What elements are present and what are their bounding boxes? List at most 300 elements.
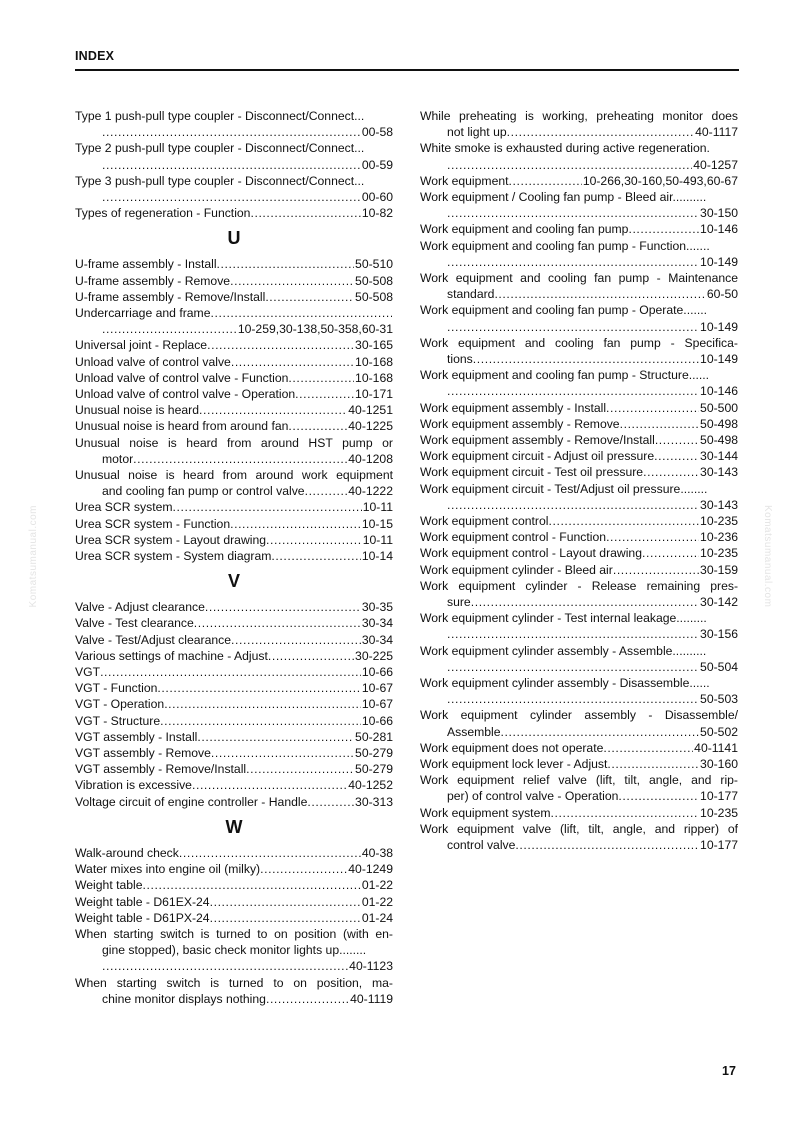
index-entry — [75, 108, 393, 140]
section-letter-heading: U — [227, 228, 241, 249]
index-page-reference: 10-266,30-160,50-493,60-67 — [582, 173, 738, 188]
index-entry — [420, 481, 738, 513]
index-entry-line — [420, 594, 738, 610]
index-entry-label: not light up — [447, 125, 507, 140]
index-page-reference: 10-66 — [361, 665, 393, 680]
dot-leader — [207, 337, 354, 353]
index-entry — [75, 777, 393, 793]
index-entry — [75, 696, 393, 712]
index-entry-line — [75, 777, 393, 793]
index-entry-line — [420, 643, 738, 659]
index-entry-label: Unusual noise is heard — [75, 403, 199, 418]
index-page-reference: 10-146 — [700, 384, 738, 399]
index-entry-label: Unload valve of control valve — [75, 354, 231, 369]
index-entry — [75, 648, 393, 664]
index-page-reference: 40-1249 — [348, 862, 393, 877]
index-entry-label: standard — [447, 287, 495, 302]
index-entry-line — [75, 173, 393, 189]
index-entry-line — [75, 713, 393, 729]
dot-leader — [194, 615, 361, 631]
index-entry — [75, 877, 393, 893]
dot-leader — [507, 124, 694, 140]
index-page-reference: 10-15 — [361, 516, 393, 531]
index-page-reference: 40-1119 — [350, 991, 393, 1006]
index-page-reference: 30-34 — [361, 632, 393, 647]
dot-leader — [265, 289, 354, 305]
index-entry — [75, 910, 393, 926]
index-entry-line — [420, 205, 738, 221]
index-entry-line — [75, 696, 393, 712]
dot-leader — [447, 626, 699, 642]
index-entry-label: motor — [102, 451, 134, 466]
index-entry-label: Work equipment cylinder - Bleed air — [420, 562, 613, 577]
index-entry-label: Work equipment circuit - Adjust oil pressure — [420, 449, 655, 464]
index-page-reference: 10-149 — [700, 254, 738, 269]
index-page-reference: 10-235 — [700, 514, 738, 529]
index-entry-line — [420, 805, 738, 821]
index-entry-line — [75, 991, 393, 1007]
index-entry-line: Work equipment cylinder assembly - Disassemble/ — [420, 708, 738, 723]
index-page-reference: 50-503 — [700, 692, 738, 707]
index-entry-line — [75, 108, 393, 124]
index-entry-label: VGT — [75, 665, 101, 680]
index-entry-line — [75, 548, 393, 564]
index-page-reference: 50-508 — [355, 289, 393, 304]
dot-leader — [102, 124, 361, 140]
index-column-right — [420, 108, 738, 853]
index-entry-line — [420, 464, 738, 480]
index-entry-line — [75, 958, 393, 974]
index-entry — [75, 273, 393, 289]
index-entry-line — [75, 745, 393, 761]
index-entry-line — [75, 680, 393, 696]
index-entry — [75, 664, 393, 680]
index-entry-line — [75, 305, 393, 321]
index-entry-line — [420, 626, 738, 642]
dot-leader — [246, 761, 354, 777]
index-entry-line — [75, 205, 393, 221]
index-entry — [75, 894, 393, 910]
dot-leader — [295, 386, 354, 402]
index-entry — [75, 173, 393, 205]
index-entry-line — [75, 729, 393, 745]
index-entry-line — [75, 354, 393, 370]
index-entry-line — [75, 386, 393, 402]
index-entry — [420, 400, 738, 416]
index-entry — [420, 173, 738, 189]
index-entry-label: Weight table - D61EX-24 — [75, 894, 210, 909]
index-entry-line — [420, 788, 738, 804]
index-page-reference: 50-279 — [355, 746, 393, 761]
index-page-reference: 30-160 — [700, 757, 738, 772]
dot-leader — [102, 157, 361, 173]
dot-leader — [447, 497, 699, 513]
section-letter-heading: W — [225, 816, 243, 837]
index-entry-line — [75, 942, 393, 958]
index-page-reference: 10-177 — [700, 789, 738, 804]
index-entry-line — [75, 140, 393, 156]
index-entry-line — [75, 532, 393, 548]
index-entry-line — [420, 140, 738, 156]
index-entry-line — [420, 545, 738, 561]
index-entry — [420, 821, 738, 853]
index-entry-line: Work equipment cylinder - Release remaining pres- — [420, 578, 738, 593]
index-page-reference: 50-500 — [700, 400, 738, 415]
index-entry — [420, 416, 738, 432]
index-entry-label: Walk-around check — [75, 845, 179, 860]
index-entry — [75, 632, 393, 648]
index-page-reference: 10-66 — [361, 713, 393, 728]
index-entry-line — [420, 367, 738, 383]
index-entry-line — [75, 761, 393, 777]
index-entry-line: Work equipment and cooling fan pump - Specifica- — [420, 335, 738, 350]
index-entry-label: VGT assembly - Remove/Install — [75, 762, 247, 777]
index-page-reference: 40-1252 — [348, 778, 393, 793]
index-entry — [420, 529, 738, 545]
dot-leader — [268, 648, 354, 664]
index-page-reference: 40-1222 — [348, 484, 393, 499]
index-entry-label: Work equipment assembly - Remove/Install — [420, 433, 655, 448]
index-page-reference: 10-235 — [700, 546, 738, 561]
index-entry-line — [420, 529, 738, 545]
index-entry-label: Work equipment — [420, 173, 509, 188]
index-entry-line — [420, 497, 738, 513]
index-entry-line — [75, 910, 393, 926]
dot-leader — [307, 794, 354, 810]
index-entry-line — [75, 157, 393, 173]
index-entry-label: U-frame assembly - Remove/Install — [75, 289, 266, 304]
index-page-reference: 40-1251 — [348, 403, 393, 418]
index-entry-line — [75, 321, 393, 337]
index-entry-label: Urea SCR system - Function — [75, 516, 231, 531]
index-entry — [420, 675, 738, 707]
index-entry — [75, 467, 393, 499]
index-entry — [420, 238, 738, 270]
index-entry — [75, 532, 393, 548]
index-entry-label: sure — [447, 595, 471, 610]
index-entry-label: Unload valve of control valve - Operation — [75, 387, 296, 402]
dot-leader — [205, 599, 361, 615]
dot-leader — [143, 877, 361, 893]
index-page-reference: 01-24 — [361, 910, 393, 925]
index-entry — [75, 205, 393, 221]
index-entry — [420, 545, 738, 561]
index-entry-line — [420, 659, 738, 675]
index-entry — [75, 370, 393, 386]
index-entry-label: Valve - Test clearance — [75, 616, 194, 631]
index-page-reference: 30-142 — [700, 595, 738, 610]
index-entry-line — [75, 337, 393, 353]
index-entry-label: Work equipment cylinder - Test internal leakage......... — [420, 611, 707, 626]
dot-leader — [620, 416, 699, 432]
index-entry-line — [420, 416, 738, 432]
index-page-reference: 10-236 — [700, 530, 738, 545]
dot-leader — [250, 205, 360, 221]
index-entry — [75, 745, 393, 761]
index-entry-label: Vibration is excessive — [75, 778, 192, 793]
index-page-reference: 50-504 — [700, 659, 738, 674]
index-entry-line: When starting switch is turned to on position, ma- — [75, 975, 393, 990]
index-entry-label: control valve — [447, 838, 516, 853]
index-page-reference: 10-177 — [700, 838, 738, 853]
index-page-reference: 30-313 — [355, 794, 393, 809]
index-entry-label: per) of control valve - Operation — [447, 789, 619, 804]
index-entry — [420, 707, 738, 739]
index-entry-line — [75, 599, 393, 615]
index-entry-line — [420, 562, 738, 578]
dot-leader — [654, 448, 699, 464]
index-entry-line — [75, 370, 393, 386]
index-entry — [75, 761, 393, 777]
index-entry-line — [75, 451, 393, 467]
index-page-reference: 50-508 — [355, 273, 393, 288]
dot-leader — [217, 256, 355, 272]
index-entry — [420, 367, 738, 399]
index-entry-label: U-frame assembly - Remove — [75, 273, 231, 288]
index-entry-label: Assemble — [447, 724, 501, 739]
index-entry — [75, 680, 393, 696]
dot-leader — [173, 499, 362, 515]
index-page-reference — [392, 305, 393, 321]
index-entry — [420, 756, 738, 772]
index-entry — [75, 926, 393, 975]
index-entry — [420, 448, 738, 464]
dot-leader — [515, 837, 699, 853]
index-entry-label: Unload valve of control valve - Function — [75, 370, 289, 385]
index-entry — [75, 337, 393, 353]
index-page-reference: 30-159 — [700, 562, 738, 577]
index-entry — [420, 610, 738, 642]
index-entry-label: VGT assembly - Install — [75, 729, 198, 744]
index-entry-line: Work equipment valve (lift, tilt, angle, and ripper) of — [420, 821, 738, 836]
index-entry-line — [420, 756, 738, 772]
index-entry-line — [420, 238, 738, 254]
index-entry-line — [75, 289, 393, 305]
index-entry-line — [420, 740, 738, 756]
index-entry-label: Work equipment and cooling fan pump - Structure...... — [420, 368, 710, 383]
index-entry-line — [420, 351, 738, 367]
dot-leader — [494, 286, 705, 302]
index-entry-line: Unusual noise is heard from around work equipment — [75, 468, 393, 483]
index-entry-line — [75, 516, 393, 532]
index-entry-label: tions — [447, 352, 473, 366]
index-entry-label: Work equipment assembly - Install — [420, 400, 607, 415]
index-entry — [420, 302, 738, 334]
index-entry-label: Unusual noise is heard from around fan — [75, 419, 289, 434]
index-page-reference: 30-165 — [355, 338, 393, 353]
dot-leader — [447, 659, 699, 675]
index-entry-line — [75, 794, 393, 810]
header-rule — [75, 69, 739, 71]
dot-leader — [102, 189, 361, 205]
index-entry — [420, 772, 738, 804]
index-page-reference: 10-168 — [355, 370, 393, 385]
dot-leader — [613, 562, 699, 578]
index-entry-label: Work equipment system — [420, 805, 551, 820]
index-entry-label: Work equipment circuit - Test oil pressure — [420, 465, 644, 480]
index-page-reference: 00-59 — [361, 157, 393, 172]
dot-leader — [260, 861, 347, 877]
index-entry-line — [420, 837, 738, 853]
index-page-reference: 40-1123 — [349, 959, 393, 974]
index-entry — [75, 599, 393, 615]
index-entry-line — [75, 894, 393, 910]
index-entry-line — [75, 861, 393, 877]
index-entry-line — [420, 691, 738, 707]
index-entry — [75, 256, 393, 272]
dot-leader — [305, 483, 348, 499]
index-entry-line — [420, 221, 738, 237]
index-page-reference: 30-150 — [700, 206, 738, 221]
index-entry — [75, 435, 393, 467]
index-entry-label: Type 3 push-pull type coupler - Disconnect/Connect... — [75, 173, 365, 188]
index-page-reference: 30-34 — [361, 616, 393, 631]
index-entry-label: Work equipment control - Layout drawing — [420, 546, 642, 561]
index-entry — [420, 805, 738, 821]
index-page-reference: 01-22 — [361, 878, 393, 893]
index-entry-label: Work equipment cylinder assembly - Disassemble...... — [420, 676, 710, 691]
index-page-reference: 10-14 — [361, 549, 393, 564]
dot-leader — [266, 991, 349, 1007]
dot-leader — [164, 696, 361, 712]
index-entry-label: Type 1 push-pull type coupler - Disconnect/Connect... — [75, 109, 365, 123]
index-entry-line — [75, 402, 393, 418]
index-page-reference: 10-67 — [361, 681, 393, 696]
dot-leader — [199, 402, 347, 418]
index-entry-label: Valve - Test/Adjust clearance — [75, 632, 232, 647]
index-entry — [75, 975, 393, 1007]
index-page-reference: 50-498 — [700, 416, 738, 431]
index-entry-line — [75, 648, 393, 664]
index-entry-line — [420, 400, 738, 416]
index-entry-label: Valve - Adjust clearance — [75, 600, 205, 615]
index-entry — [75, 418, 393, 434]
dot-leader — [100, 664, 361, 680]
dot-leader — [160, 713, 361, 729]
index-entry — [420, 740, 738, 756]
page-number: 17 — [722, 1064, 736, 1078]
index-page-reference: 60-50 — [706, 287, 738, 302]
index-entry — [75, 305, 393, 337]
index-entry — [75, 402, 393, 418]
index-entry-label: Various settings of machine - Adjust — [75, 648, 268, 663]
index-page-reference: 40-1257 — [693, 157, 738, 172]
index-entry-line — [75, 273, 393, 289]
index-entry-label: White smoke is exhausted during active regeneration. — [420, 141, 710, 156]
watermark-right: Komatsumanual.com — [762, 505, 773, 608]
index-page-reference: 10-235 — [700, 805, 738, 820]
index-entry — [75, 548, 393, 564]
index-entry-label: and cooling fan pump or control valve — [102, 484, 305, 499]
dot-leader — [210, 910, 361, 926]
index-entry — [75, 516, 393, 532]
index-page-reference: 50-498 — [700, 433, 738, 448]
index-entry-label: Work equipment control - Function — [420, 530, 607, 545]
index-page-reference: 10-11 — [362, 500, 393, 515]
index-entry-line — [75, 664, 393, 680]
index-entry-label: Work equipment circuit - Test/Adjust oil pressure........ — [420, 481, 708, 496]
dot-leader — [606, 529, 699, 545]
index-entry-line — [420, 302, 738, 318]
index-entry-line — [75, 877, 393, 893]
index-page-reference: 10-149 — [700, 352, 738, 366]
index-entry-label: Voltage circuit of engine controller - Handle — [75, 794, 308, 809]
dot-leader — [509, 173, 582, 189]
index-entry — [75, 861, 393, 877]
index-entry-label: chine monitor displays nothing — [102, 991, 266, 1006]
dot-leader — [179, 845, 361, 861]
dot-leader — [211, 305, 393, 321]
dot-leader — [133, 451, 347, 467]
index-entry-label: Types of regeneration - Function — [75, 206, 251, 221]
index-page-reference: 30-143 — [700, 465, 738, 480]
index-entry-label: Work equipment lock lever - Adjust — [420, 757, 608, 772]
dot-leader — [447, 254, 699, 270]
index-entry-line — [75, 124, 393, 140]
index-entry-line — [75, 189, 393, 205]
dot-leader — [447, 691, 699, 707]
index-entry — [420, 578, 738, 610]
index-entry-label: Work equipment does not operate — [420, 740, 604, 755]
index-entry-line — [75, 256, 393, 272]
index-entry — [420, 464, 738, 480]
index-page-reference: 01-22 — [361, 894, 393, 909]
index-entry-label: Work equipment / Cooling fan pump - Bleed air.......... — [420, 190, 707, 204]
index-page-reference: 40-38 — [361, 845, 393, 860]
dot-leader — [447, 205, 699, 221]
index-page-reference: 50-510 — [355, 257, 393, 272]
index-entry — [420, 108, 738, 140]
index-entry — [75, 713, 393, 729]
index-entry-label: Urea SCR system - Layout drawing — [75, 532, 267, 547]
dot-leader — [473, 351, 699, 367]
dot-leader — [288, 418, 347, 434]
index-entry — [75, 794, 393, 810]
index-entry-line — [420, 189, 738, 205]
index-page-reference: 10-149 — [700, 319, 738, 334]
dot-leader — [157, 680, 360, 696]
index-page-reference: 40-1141 — [694, 740, 738, 755]
index-entry-line — [420, 173, 738, 189]
index-entry-label: Work equipment and cooling fan pump — [420, 222, 629, 237]
index-entry-label: Work equipment and cooling fan pump - Function....... — [420, 238, 710, 253]
dot-leader — [606, 400, 699, 416]
dot-leader — [501, 724, 700, 740]
index-entry-label: Undercarriage and frame — [75, 306, 211, 321]
index-entry-line — [75, 615, 393, 631]
index-entry-label: Universal joint - Replace — [75, 338, 208, 353]
dot-leader — [211, 745, 354, 761]
index-entry-line — [420, 432, 738, 448]
index-entry-line — [420, 448, 738, 464]
index-entry-label: Urea SCR system - System diagram — [75, 549, 272, 564]
index-entry — [420, 432, 738, 448]
index-page-reference: 10-67 — [361, 697, 393, 712]
index-page-reference: 50-502 — [700, 724, 738, 739]
dot-leader — [447, 383, 699, 399]
index-entry — [75, 729, 393, 745]
index-entry — [75, 289, 393, 305]
index-entry-line: Work equipment relief valve (lift, tilt, angle, and rip- — [420, 773, 738, 788]
dot-leader — [231, 632, 361, 648]
index-entry — [75, 845, 393, 861]
index-entry-label: Type 2 push-pull type coupler - Disconnect/Connect... — [75, 141, 365, 156]
index-entry — [75, 615, 393, 631]
index-entry-line — [75, 483, 393, 499]
dot-leader — [447, 319, 699, 335]
index-column-left — [75, 108, 393, 1007]
dot-leader — [655, 432, 699, 448]
